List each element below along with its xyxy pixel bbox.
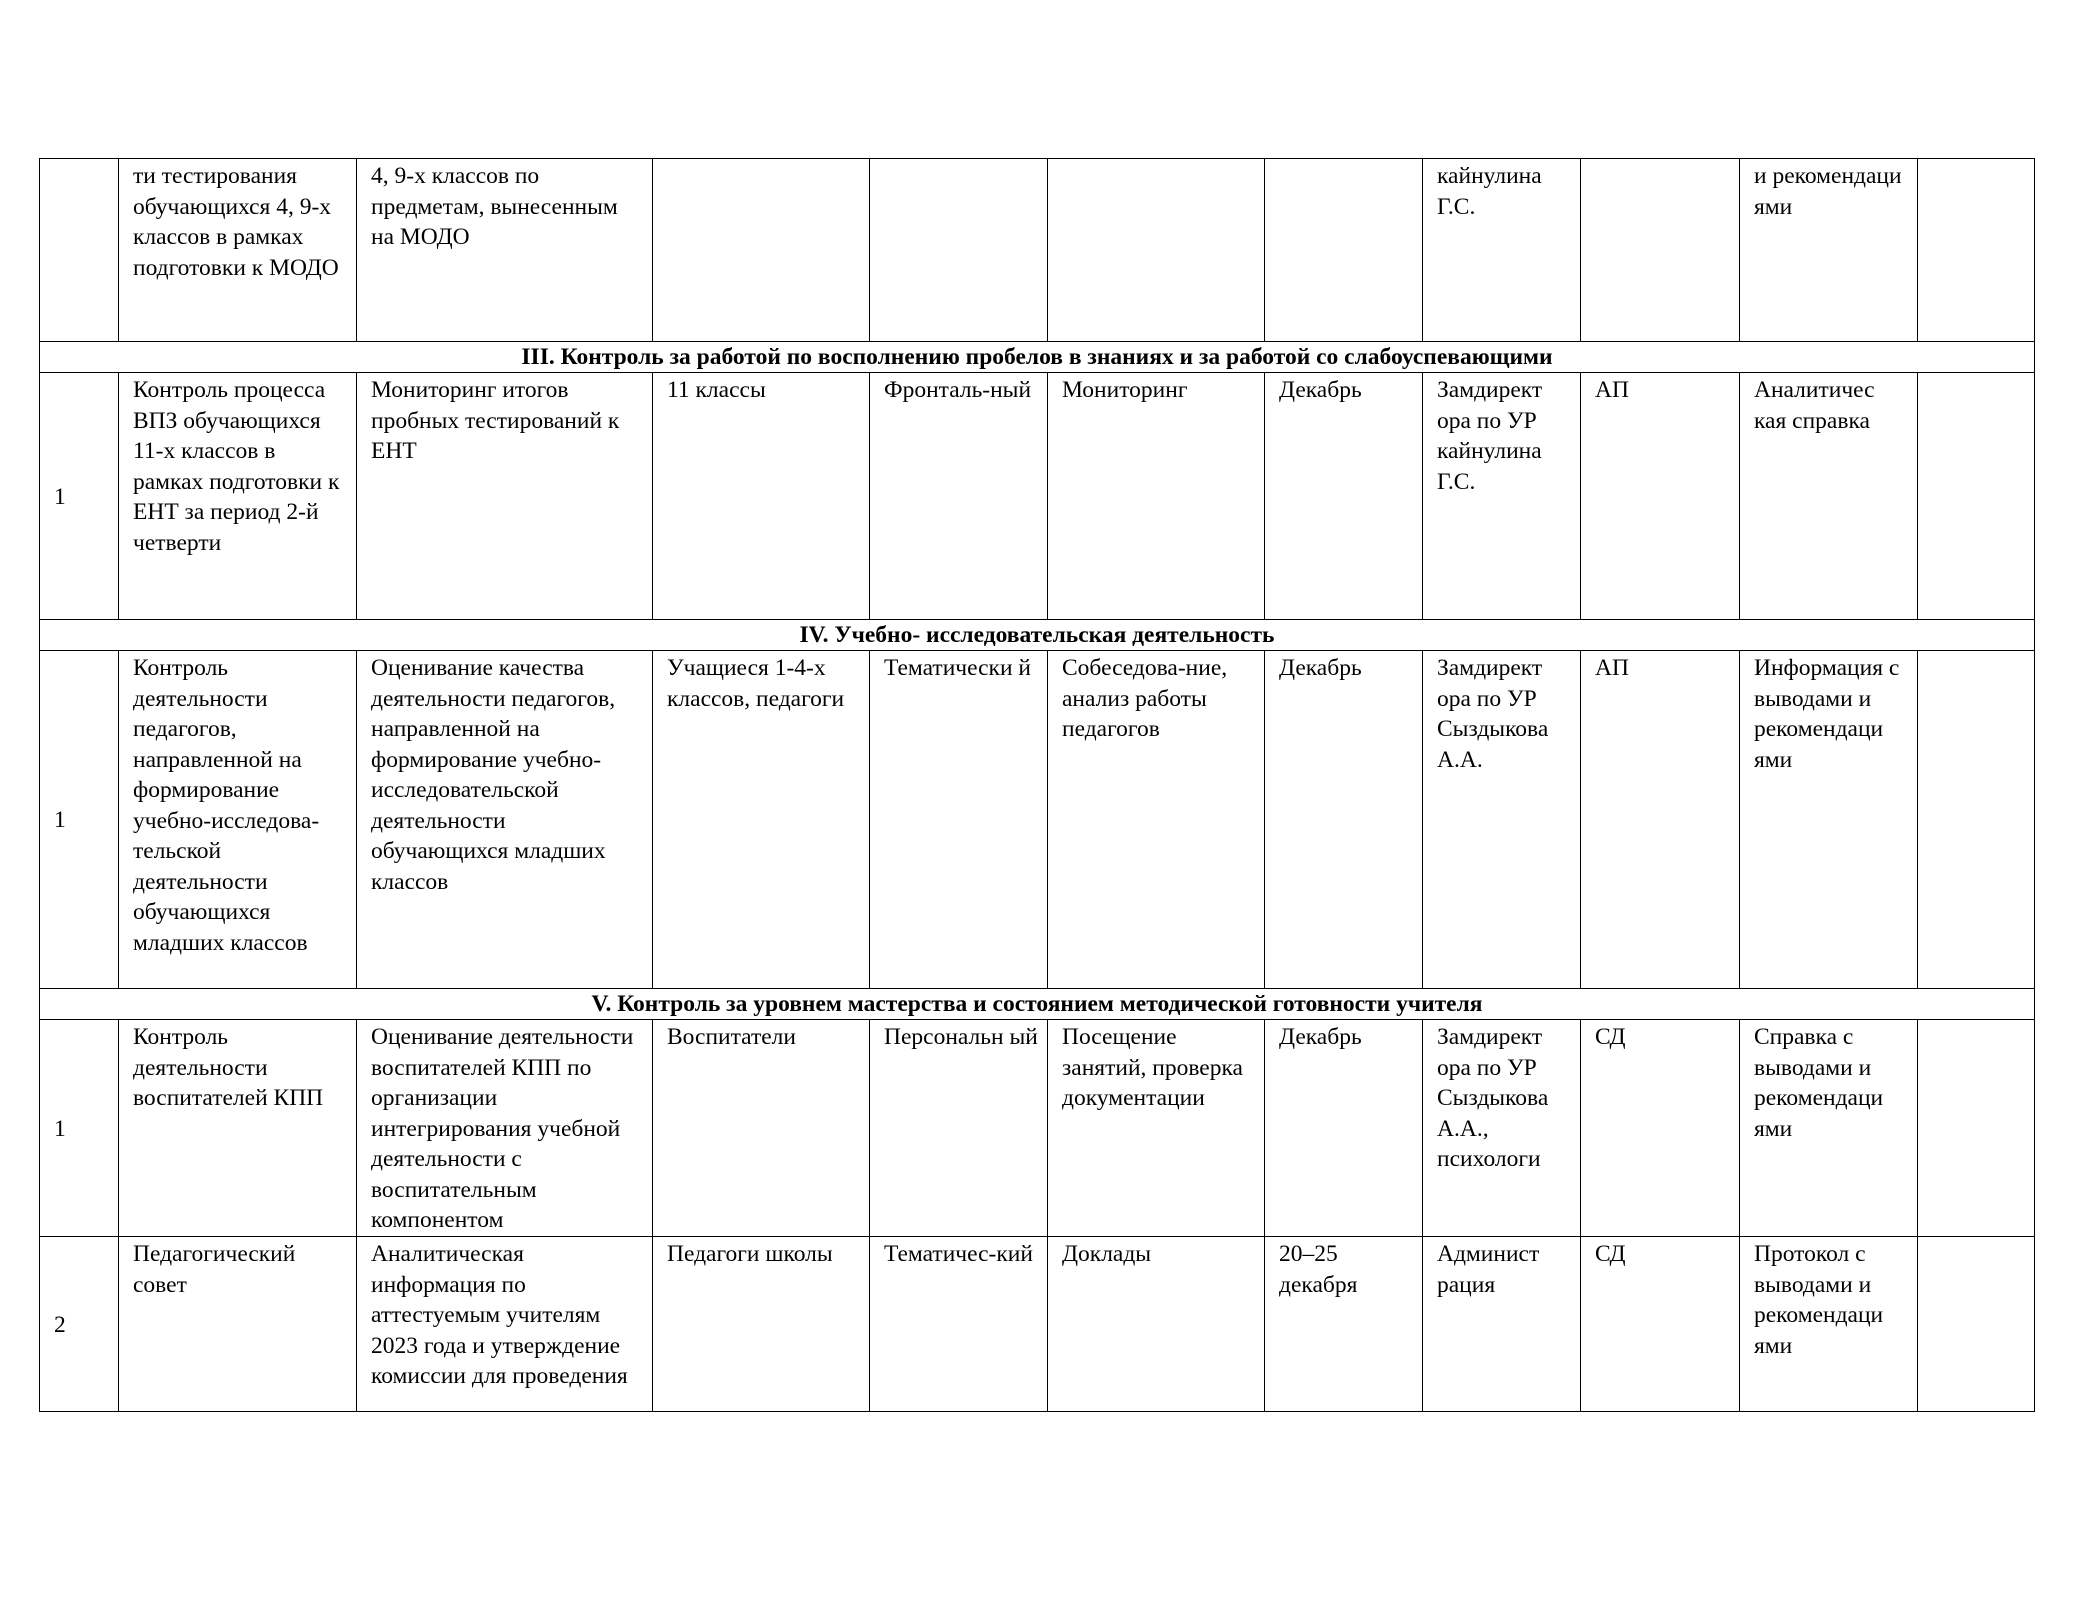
cell-deadline: Декабрь [1265,1020,1423,1237]
cell-result: Справка с выводами и рекомендаци ями [1740,1020,1918,1237]
table-row [40,651,2035,989]
cell-review-place: АП [1581,373,1740,620]
section-title: V. Контроль за уровнем мастерства и состоянием методической готовности учителя [40,989,2035,1020]
cell-control-type [870,159,1048,342]
table-row [40,1237,2035,1412]
section-title: III. Контроль за работой по восполнению пробелов в знаниях и за работой со слабоуспевающими [40,342,2035,373]
cell-control-goal: Оценивание качества деятельности педагогов, направленной на формирование учебно-исследовательской деятельности обучающихся младших классов [357,651,653,989]
cell-review-place: СД [1581,1237,1740,1412]
cell-method [1048,159,1265,342]
cell-control-object: Контроль деятельности педагогов, направленной на формирование учебно-исследова-тельской деятельности обучающихся младших классов [119,651,357,989]
cell-control-type: Фронталь-ный [870,373,1048,620]
cell-number [40,159,119,342]
cell-control-type: Персональн ый [870,1020,1048,1237]
cell-responsible: кайнулина Г.С. [1423,159,1581,342]
cell-notes [1918,159,2035,342]
cell-responsible: Замдирект ора по УР кайнулина Г.С. [1423,373,1581,620]
cell-control-type: Тематически й [870,651,1048,989]
table-row [40,1020,2035,1237]
cell-notes [1918,373,2035,620]
cell-control-object: Контроль процесса ВПЗ обучающихся 11-х классов в рамках подготовки к ЕНТ за период 2-й четверти [119,373,357,620]
cell-number: 1 [40,651,119,989]
cell-method: Собеседова-ние, анализ работы педагогов [1048,651,1265,989]
section-row [40,620,2035,651]
cell-control-goal: Мониторинг итогов пробных тестирований к ЕНТ [357,373,653,620]
cell-responsible: Замдирект ора по УР Сыздыкова А.А., психологи [1423,1020,1581,1237]
cell-result: Аналитичес кая справка [1740,373,1918,620]
cell-review-place: СД [1581,1020,1740,1237]
cell-deadline: Декабрь [1265,373,1423,620]
cell-control-type: Тематичес-кий [870,1237,1048,1412]
cell-notes [1918,651,2035,989]
cell-notes [1918,1020,2035,1237]
cell-number: 1 [40,373,119,620]
cell-notes [1918,1237,2035,1412]
cell-control-object: Педагогический совет [119,1237,357,1412]
section-row [40,342,2035,373]
cell-deadline: Декабрь [1265,651,1423,989]
cell-control-object: ти тестирования обучающихся 4, 9-х классов в рамках подготовки к МОДО [119,159,357,342]
cell-participants: 11 классы [653,373,870,620]
table-row [40,373,2035,620]
cell-participants: Учащиеся 1-4-х классов, педагоги [653,651,870,989]
cell-deadline: 20–25 декабря [1265,1237,1423,1412]
cell-participants: Воспитатели [653,1020,870,1237]
cell-review-place: АП [1581,651,1740,989]
section-row [40,989,2035,1020]
cell-participants: Педагоги школы [653,1237,870,1412]
cell-number: 1 [40,1020,119,1237]
control-plan-table [39,158,2035,1412]
cell-review-place [1581,159,1740,342]
cell-participants [653,159,870,342]
cell-control-object: Контроль деятельности воспитателей КПП [119,1020,357,1237]
section-title: IV. Учебно- исследовательская деятельность [40,620,2035,651]
cell-control-goal: 4, 9-х классов по предметам, вынесенным на МОДО [357,159,653,342]
table-row [40,159,2035,342]
cell-method: Доклады [1048,1237,1265,1412]
cell-method: Мониторинг [1048,373,1265,620]
cell-responsible: Админист рация [1423,1237,1581,1412]
cell-control-goal: Аналитическая информация по аттестуемым учителям 2023 года и утверждение комиссии для проведения [357,1237,653,1412]
cell-control-goal: Оценивание деятельности воспитателей КПП по организации интегрирования учебной деятельности с воспитательным компонентом [357,1020,653,1237]
cell-method: Посещение занятий, проверка документации [1048,1020,1265,1237]
cell-result: и рекомендаци ями [1740,159,1918,342]
cell-result: Протокол с выводами и рекомендаци ями [1740,1237,1918,1412]
cell-number: 2 [40,1237,119,1412]
cell-deadline [1265,159,1423,342]
cell-responsible: Замдирект ора по УР Сыздыкова А.А. [1423,651,1581,989]
cell-result: Информация с выводами и рекомендаци ями [1740,651,1918,989]
